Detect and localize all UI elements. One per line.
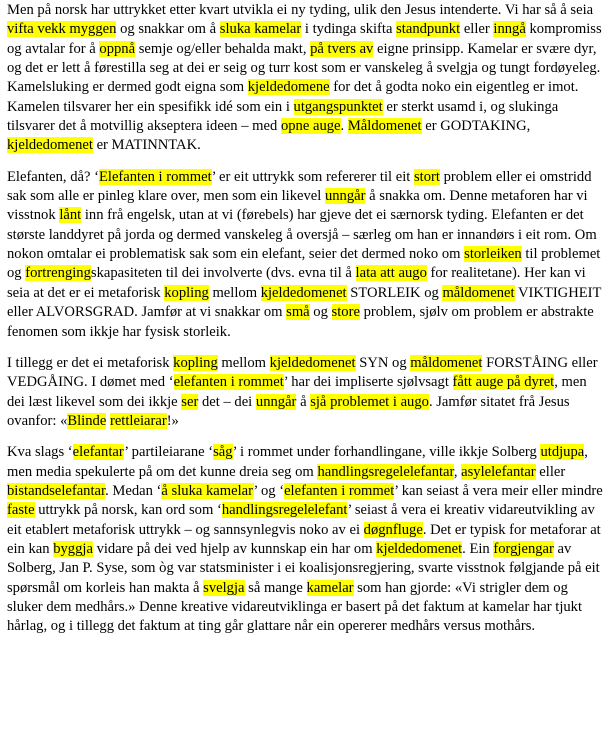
text-run: og	[309, 304, 332, 321]
text-run: !»	[166, 412, 179, 429]
highlighted-term: Elefanten i rommet	[98, 168, 212, 185]
text-run: er MATINNTAK.	[92, 137, 201, 154]
highlighted-term: Måldomenet	[347, 118, 422, 135]
text-run: ’ og ‘	[253, 482, 285, 499]
highlighted-term: rettleiarar	[109, 412, 167, 429]
text-run: mellom	[217, 354, 270, 371]
highlighted-term: sluka kamelar	[219, 21, 302, 38]
text-run: . Ein	[462, 540, 494, 557]
text-run: så mange	[244, 579, 307, 596]
highlighted-term: Blinde	[67, 412, 107, 429]
text-run: , men media spekulerte på om det kunne dreia seg om	[7, 444, 588, 480]
highlighted-term: elefantar	[72, 444, 125, 461]
highlighted-term: storleiken	[464, 246, 522, 263]
text-run: ’ partileiarane ‘	[124, 444, 214, 461]
paragraph-myggen-kamelar	[7, 1, 607, 156]
text-run: VIKTIGHEIT eller ALVORSGRAD. Jamfør at vi snakkar om	[7, 284, 602, 321]
text-run: eigne prinsipp. Kamelar er svære dyr, og det er lett å førestilla seg at dei er seig og turr kost som er vanskeleg å svelgja og tungt fordøyeleg. Kamelsluking er dermed godt eigna som	[7, 40, 601, 96]
highlighted-term: faste	[7, 502, 35, 519]
paragraph-solberg-elefantar	[7, 443, 607, 636]
text-run: , men dei læst likevel som dei ikkje	[7, 374, 587, 410]
highlighted-term: lata att augo	[355, 265, 427, 282]
text-run: ’ kan seiast å vera meir eller mindre	[394, 482, 603, 499]
highlighted-term: elefanten i rommet	[284, 482, 395, 499]
highlighted-term: opne auge	[280, 118, 341, 135]
text-run: Elefanten, då? ‘	[7, 168, 99, 185]
text-run: ’ seiast å vera ei kreativ vidareutvikling av eit etablert metaforisk uttrykk – og sannsynlegvis noko av ei	[7, 502, 595, 538]
highlighted-term: på tvers av	[310, 40, 374, 57]
paragraph-elefanten-i-rommet	[7, 168, 607, 342]
text-run: Men på norsk har uttrykket etter kvart utvikla ei ny tyding, ulik den Jesus intenderte. Vi har så å seia	[7, 2, 594, 18]
text-run: å snakka om. Denne metaforen har vi visstnok	[7, 188, 588, 224]
text-run: ’ i rommet under forhandlingane, ville ikkje Solberg	[232, 444, 541, 461]
text-run: ,	[453, 463, 462, 480]
highlighted-term: elefanten i rommet	[173, 374, 284, 391]
highlighted-term: stort	[413, 168, 440, 185]
text-run: til problemet og	[7, 246, 601, 282]
highlighted-term: vifta vekk myggen	[7, 21, 117, 38]
highlighted-term: lånt	[59, 207, 82, 224]
text-run: det – dei	[198, 393, 256, 410]
highlighted-term: kjeldedomenet	[260, 284, 347, 301]
highlighted-term: små	[286, 304, 310, 321]
highlighted-term: fortrenging	[25, 265, 91, 282]
highlighted-term: kjeldedomenet	[269, 354, 356, 371]
text-run: . Medan ‘	[105, 482, 162, 499]
text-run: av Solberg, Jan P. Syse, som òg var statsminister i ei koalisjonsregjering, svarte visstnok følgjande på eit spørsmål om korleis han makta å	[7, 540, 600, 596]
highlighted-term: inngå	[493, 21, 526, 38]
highlighted-term: å sluka kamelar	[161, 482, 254, 499]
paragraph-syn-forstaing	[7, 354, 607, 431]
highlighted-term: kjeldedomenet	[7, 137, 93, 154]
text-run: for realitetane). Her kan vi seia at det er ei metaforisk	[7, 265, 586, 301]
text-run: i tydinga skifta	[301, 21, 397, 38]
highlighted-term: standpunkt	[396, 21, 461, 38]
text-run: er sterkt usamd i, og slukinga tilsvarer det å motvillig akseptera ideen – med	[7, 98, 559, 135]
text-run: skapasiteten til dei involverte (dvs. evna til å	[90, 265, 356, 282]
text-run: mellom	[208, 284, 261, 301]
highlighted-term: måldomenet	[442, 284, 515, 301]
text-run: .	[340, 118, 348, 135]
highlighted-term: kjeldedomenet	[376, 540, 463, 557]
text-run: inn frå engelsk, utan at vi (førebels) har gjeve det ei særnorsk tyding. Elefanten er det største landdyret på jorda og dermed vanskeleg å oversjå – særleg om han er innandørs i eit rom. Om nokon omtalar ei problematisk sak som ein elefant, seier det dermed noko om	[7, 207, 597, 263]
text-run: som han gjorde: «Vi strigler dem og sluker dem medhårs.» Denne kreative vidareutviklinga er basert på det faktum at kamelar har tjukt hårlag, og i tillegg det faktum at ting går glattare når ein opererer medhårs versus mothårs.	[7, 579, 583, 635]
highlighted-term: såg	[213, 444, 233, 461]
text-run: vidare på dei ved hjelp av kunnskap ein har om	[92, 540, 377, 557]
text-run: uttrykk på norsk, kan ord som ‘	[34, 502, 222, 519]
text-run: STORLEIK og	[346, 284, 443, 301]
text-run: FORSTÅING eller VEDGÅING. I dømet med ‘	[7, 354, 598, 391]
text-run: å	[296, 393, 311, 410]
highlighted-term: døgnfluge	[363, 521, 423, 538]
text-run: eller	[460, 21, 494, 38]
highlighted-term: måldomenet	[410, 354, 483, 371]
text-run: Kva slags ‘	[7, 444, 73, 461]
highlighted-term: utgangspunktet	[293, 98, 383, 115]
highlighted-term: kamelar	[306, 579, 354, 596]
highlighted-term: unngår	[324, 188, 366, 205]
highlighted-term: fått auge på dyret	[452, 374, 555, 391]
text-run: og snakkar om å	[116, 21, 220, 38]
text-run: . Jamfør sitatet frå Jesus ovanfor: «	[7, 393, 570, 429]
highlighted-term: unngår	[255, 393, 297, 410]
text-run: problem, sjølv om problem er abstrakte fenomen som ikkje har fysisk storleik.	[7, 304, 594, 340]
highlighted-term: sjå problemet i augo	[310, 393, 429, 410]
highlighted-term: asylelefantar	[461, 463, 536, 480]
text-run: I tillegg er det ei metaforisk	[7, 354, 174, 371]
highlighted-term: svelgja	[203, 579, 245, 596]
highlighted-term: kopling	[164, 284, 209, 301]
text-run: ’ er eit uttrykk som refererer til eit	[211, 168, 414, 185]
text-run: ’ har dei impliserte sjølvsagt	[283, 374, 453, 391]
text-run: problem eller ei omstridd sak som alle er pinleg klare over, men som ein likevel	[7, 168, 592, 205]
highlighted-term: utdjupa	[540, 444, 585, 461]
highlighted-term: handlingsregelelefant	[221, 502, 348, 519]
highlighted-term: ser	[181, 393, 199, 410]
highlighted-term: bistandselefantar	[7, 482, 106, 499]
text-run: er GODTAKING,	[421, 118, 531, 135]
highlighted-term: oppnå	[99, 40, 136, 57]
text-run: eller	[535, 463, 566, 480]
highlighted-term: forgjengar	[493, 540, 554, 557]
highlighted-term: store	[331, 304, 360, 321]
text-run: kompromiss og avtalar for å	[7, 21, 602, 57]
text-run: SYN og	[355, 354, 411, 371]
highlighted-term: kopling	[173, 354, 218, 371]
highlighted-term: kjeldedomene	[247, 79, 330, 96]
text-run: . Det er typisk for metaforar at ein kan	[7, 521, 601, 557]
text-run: semje og/eller behalda makt,	[135, 40, 311, 57]
highlighted-term: byggja	[53, 540, 93, 557]
highlighted-term: handlingsregelelefantar	[317, 463, 454, 480]
text-run: for det å godta noko ein eigentleg er imot. Kamelen tilsvarer her ein spesifikk idé som ein i	[7, 79, 579, 115]
